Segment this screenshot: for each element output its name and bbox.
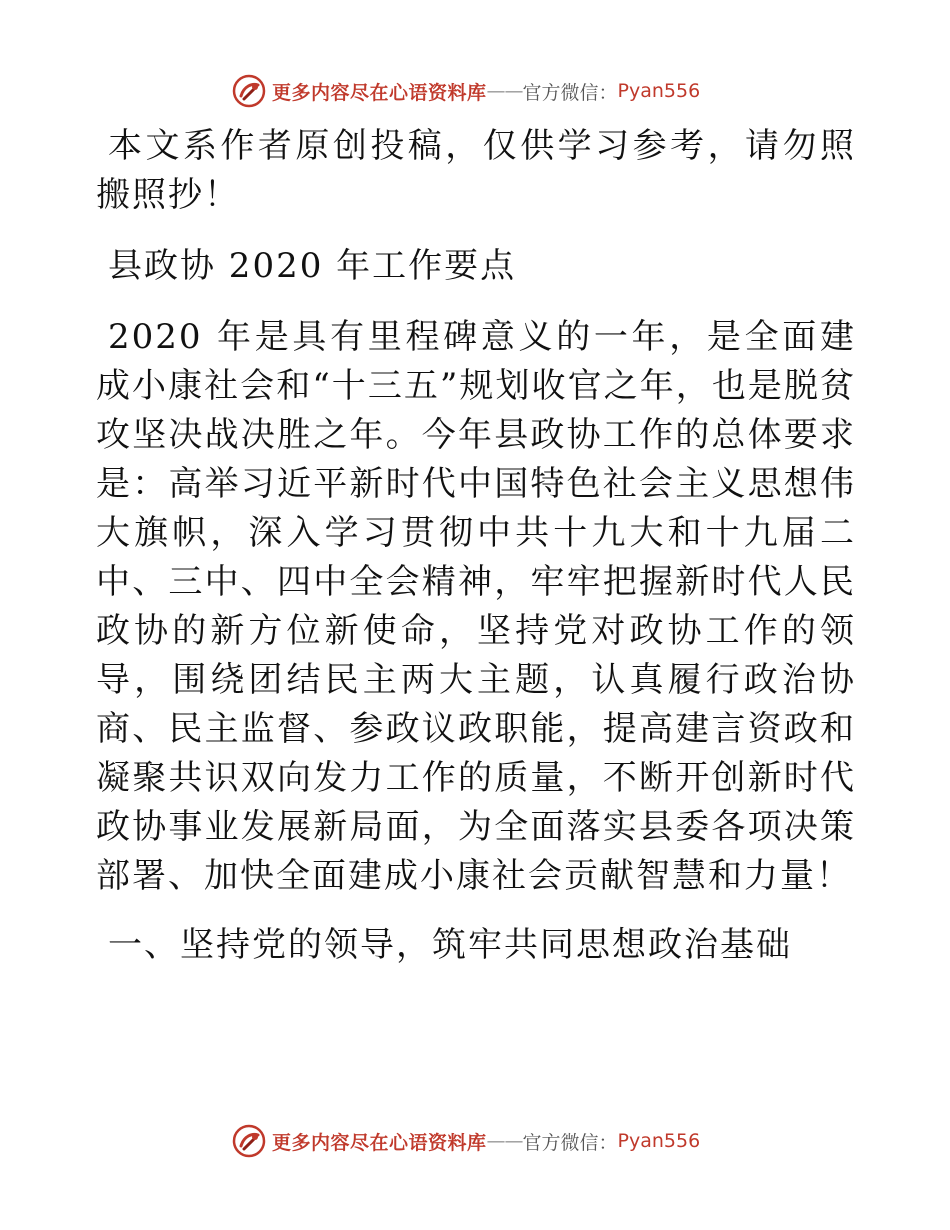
watermark-dash: —— [486, 80, 523, 102]
footer-watermark [232, 1121, 700, 1161]
body-paragraph: 2020 年是具有里程碑意义的一年，是全面建成小康社会和“十三五”规划收官之年，也是脱贫攻坚决战决胜之年。今年县政协工作的总体要求是：高举习近平新时代中国特色社会主义思想伟大旗帜，深入学习贯彻中共十九大和十九届二中、三中、四中全会精神，牢牢把握新时代人民政协的新方位新使命，坚持党对政协工作的领导，围绕团结民主两大主题，认真履行政治协商、民主监督、参政议政职能，提高建言资政和凝聚共识双向发力工作的质量，不断开创新时代政协事业发展新局面，为全面落实县委各项决策部署、加快全面建成小康社会贡献智慧和力量！ [96, 317, 856, 896]
watermark-sub-text: 官方微信： [522, 1131, 618, 1154]
watermark-dash: —— [486, 1130, 523, 1152]
watermark-wechat-id: Pyan556 [617, 80, 701, 102]
watermark-main-text: 更多内容尽在心语资料库 [272, 1131, 487, 1154]
seal-logo-icon [232, 74, 266, 108]
watermark-wechat-id: Pyan556 [617, 1130, 701, 1152]
seal-logo-icon [232, 1124, 266, 1158]
document-content [96, 122, 856, 970]
watermark-sub-text: 官方微信： [522, 81, 618, 104]
copyright-notice: 本文系作者原创投稿，仅供学习参考，请勿照搬照抄！ [96, 126, 856, 215]
header-watermark [232, 71, 700, 111]
section-heading-1: 一、坚持党的领导，筑牢共同思想政治基础 [108, 925, 792, 965]
document-title: 县政协 2020 年工作要点 [108, 246, 517, 286]
watermark-main-text: 更多内容尽在心语资料库 [272, 81, 487, 104]
